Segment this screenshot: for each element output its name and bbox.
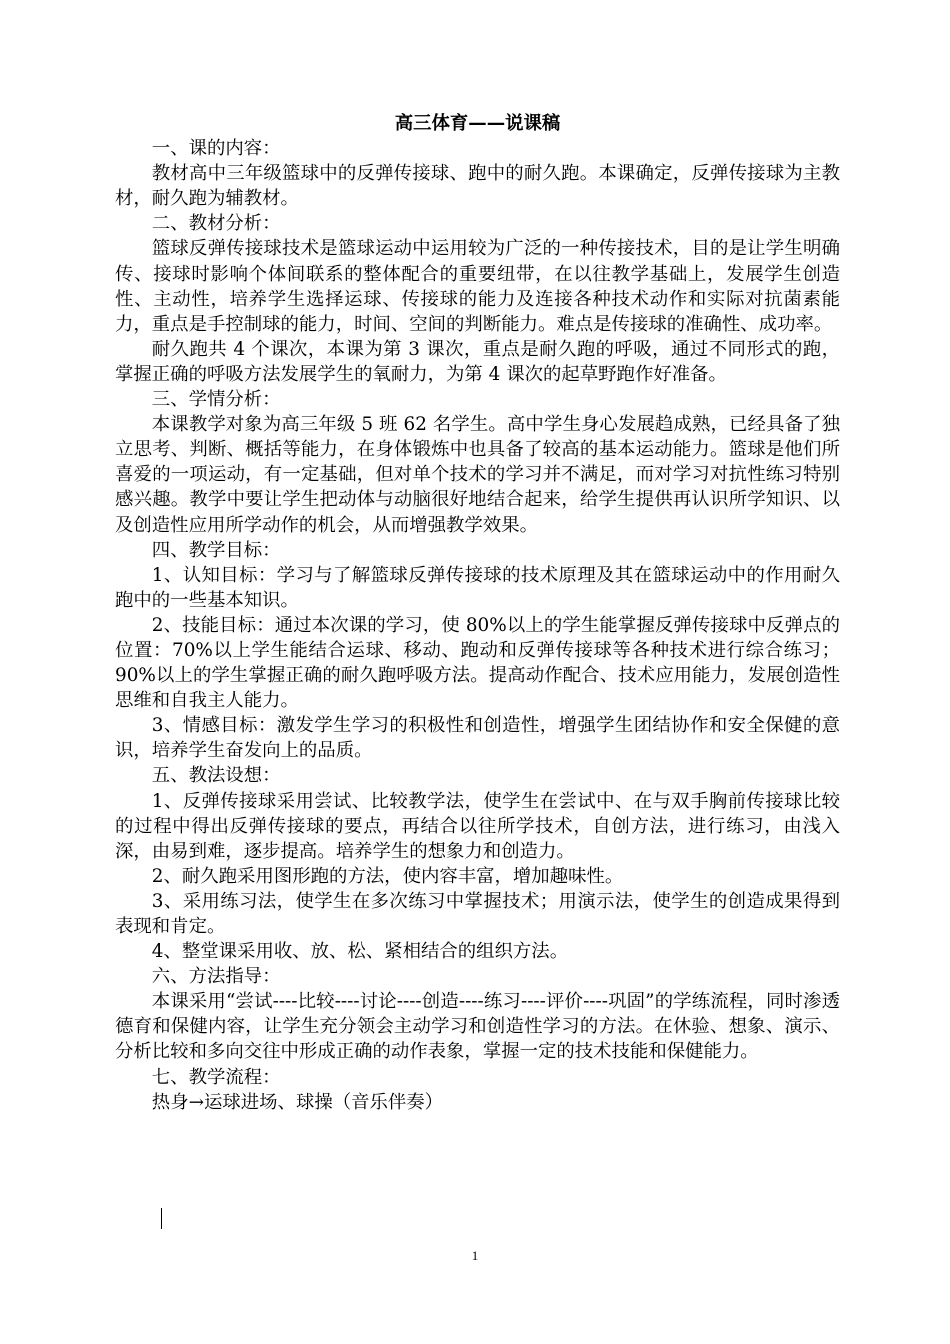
body-paragraph: 2、耐久跑采用图形跑的方法，使内容丰富，增加趣味性。 [151,865,624,887]
body-paragraph: 篮球反弹传接球技术是篮球运动中运用较为广泛的一种传接技术，目的是让学生明确传、接球时影响个体间联系的整体配合的重要纽带，在以往教学基础上，发展学生创造性、主动性，培养学生选择运球、传接球的能力及连接各种技术动作和实际对抗菌素能力，重点是手控制球的能力，时间、空间的判断能力。难点是传接球的准确性、成功率。 [115,238,840,335]
body-paragraph: 1、认知目标：学习与了解篮球反弹传接球的技术原理及其在篮球运动中的作用耐久跑中的一些基本知识。 [115,564,840,611]
document-body [115,111,840,1115]
body-paragraph: 耐久跑共 4 个课次，本课为第 3 课次，重点是耐久跑的呼吸，通过不同形式的跑，掌握正确的呼吸方法发展学生的氧耐力，为第 4 课次的起草野跑作好准备。 [115,338,840,385]
section-heading: 七、教学流程： [151,1066,281,1088]
body-paragraph: 教材高中三年级篮球中的反弹传接球、跑中的耐久跑。本课确定，反弹传接球为主教材，耐久跑为辅教材。 [115,163,840,210]
body-paragraph: 3、情感目标：激发学生学习的积极性和创造性，增强学生团结协作和安全保健的意识，培养学生奋发向上的品质。 [115,715,840,762]
section-heading: 六、方法指导： [151,966,281,988]
body-paragraph: 1、反弹传接球采用尝试、比较教学法，使学生在尝试中、在与双手胸前传接球比较的过程中得出反弹传接球的要点，再结合以往所学技术，自创方法，进行练习，由浅入深，由易到难，逐步提高。培养学生的想象力和创造力。 [115,790,840,862]
page-number: 1 [471,1248,479,1263]
body-paragraph: 4、整堂课采用收、放、松、紧相结合的组织方法。 [151,941,569,963]
body-paragraph: 热身→运球进场、球操（音乐伴奏） [151,1091,444,1113]
body-paragraph: 2、技能目标：通过本次课的学习，使 80%以上的学生能掌握反弹传接球中反弹点的位置：70%以上学生能结合运球、移动、跑动和反弹传接球等各种技术进行综合练习；90%以上的学生掌握正确的耐久跑呼吸方法。提高动作配合、技术应用能力，发展创造性思维和自我主人能力。 [115,614,840,712]
flow-arrow-line [161,1208,162,1229]
body-paragraph: 本课采用“尝试----比较----讨论----创造----练习----评价----巩固”的学练流程，同时渗透德育和保健内容，让学生充分领会主动学习和创造性学习的方法。在休验、想象、演示、分析比较和多向交往中形成正确的动作表象，掌握一定的技术技能和保健能力。 [115,991,840,1063]
document-blocks [115,136,840,1115]
document-title: 高三体育——说课稿 [394,113,561,134]
section-heading: 一、课的内容： [151,138,281,160]
section-heading: 三、学情分析： [151,389,281,411]
section-heading: 四、教学目标： [151,539,281,561]
body-paragraph: 本课教学对象为高三年级 5 班 62 名学生。高中学生身心发展趋成熟，已经具备了独立思考、判断、概括等能力，在身体锻炼中也具备了较高的基本运动能力。篮球是他们所喜爱的一项运动，有一定基础，但对单个技术的学习并不满足，而对学习对抗性练习特别感兴趣。教学中要让学生把动体与动脑很好地结合起来，给学生提供再认识所学知识、以及创造性应用所学动作的机会，从而增强教学效果。 [115,414,840,536]
section-heading: 二、教材分析： [151,213,281,235]
section-heading: 五、教法设想： [151,765,281,787]
body-paragraph: 3、采用练习法，使学生在多次练习中掌握技术；用演示法，使学生的创造成果得到表现和肯定。 [115,890,840,937]
